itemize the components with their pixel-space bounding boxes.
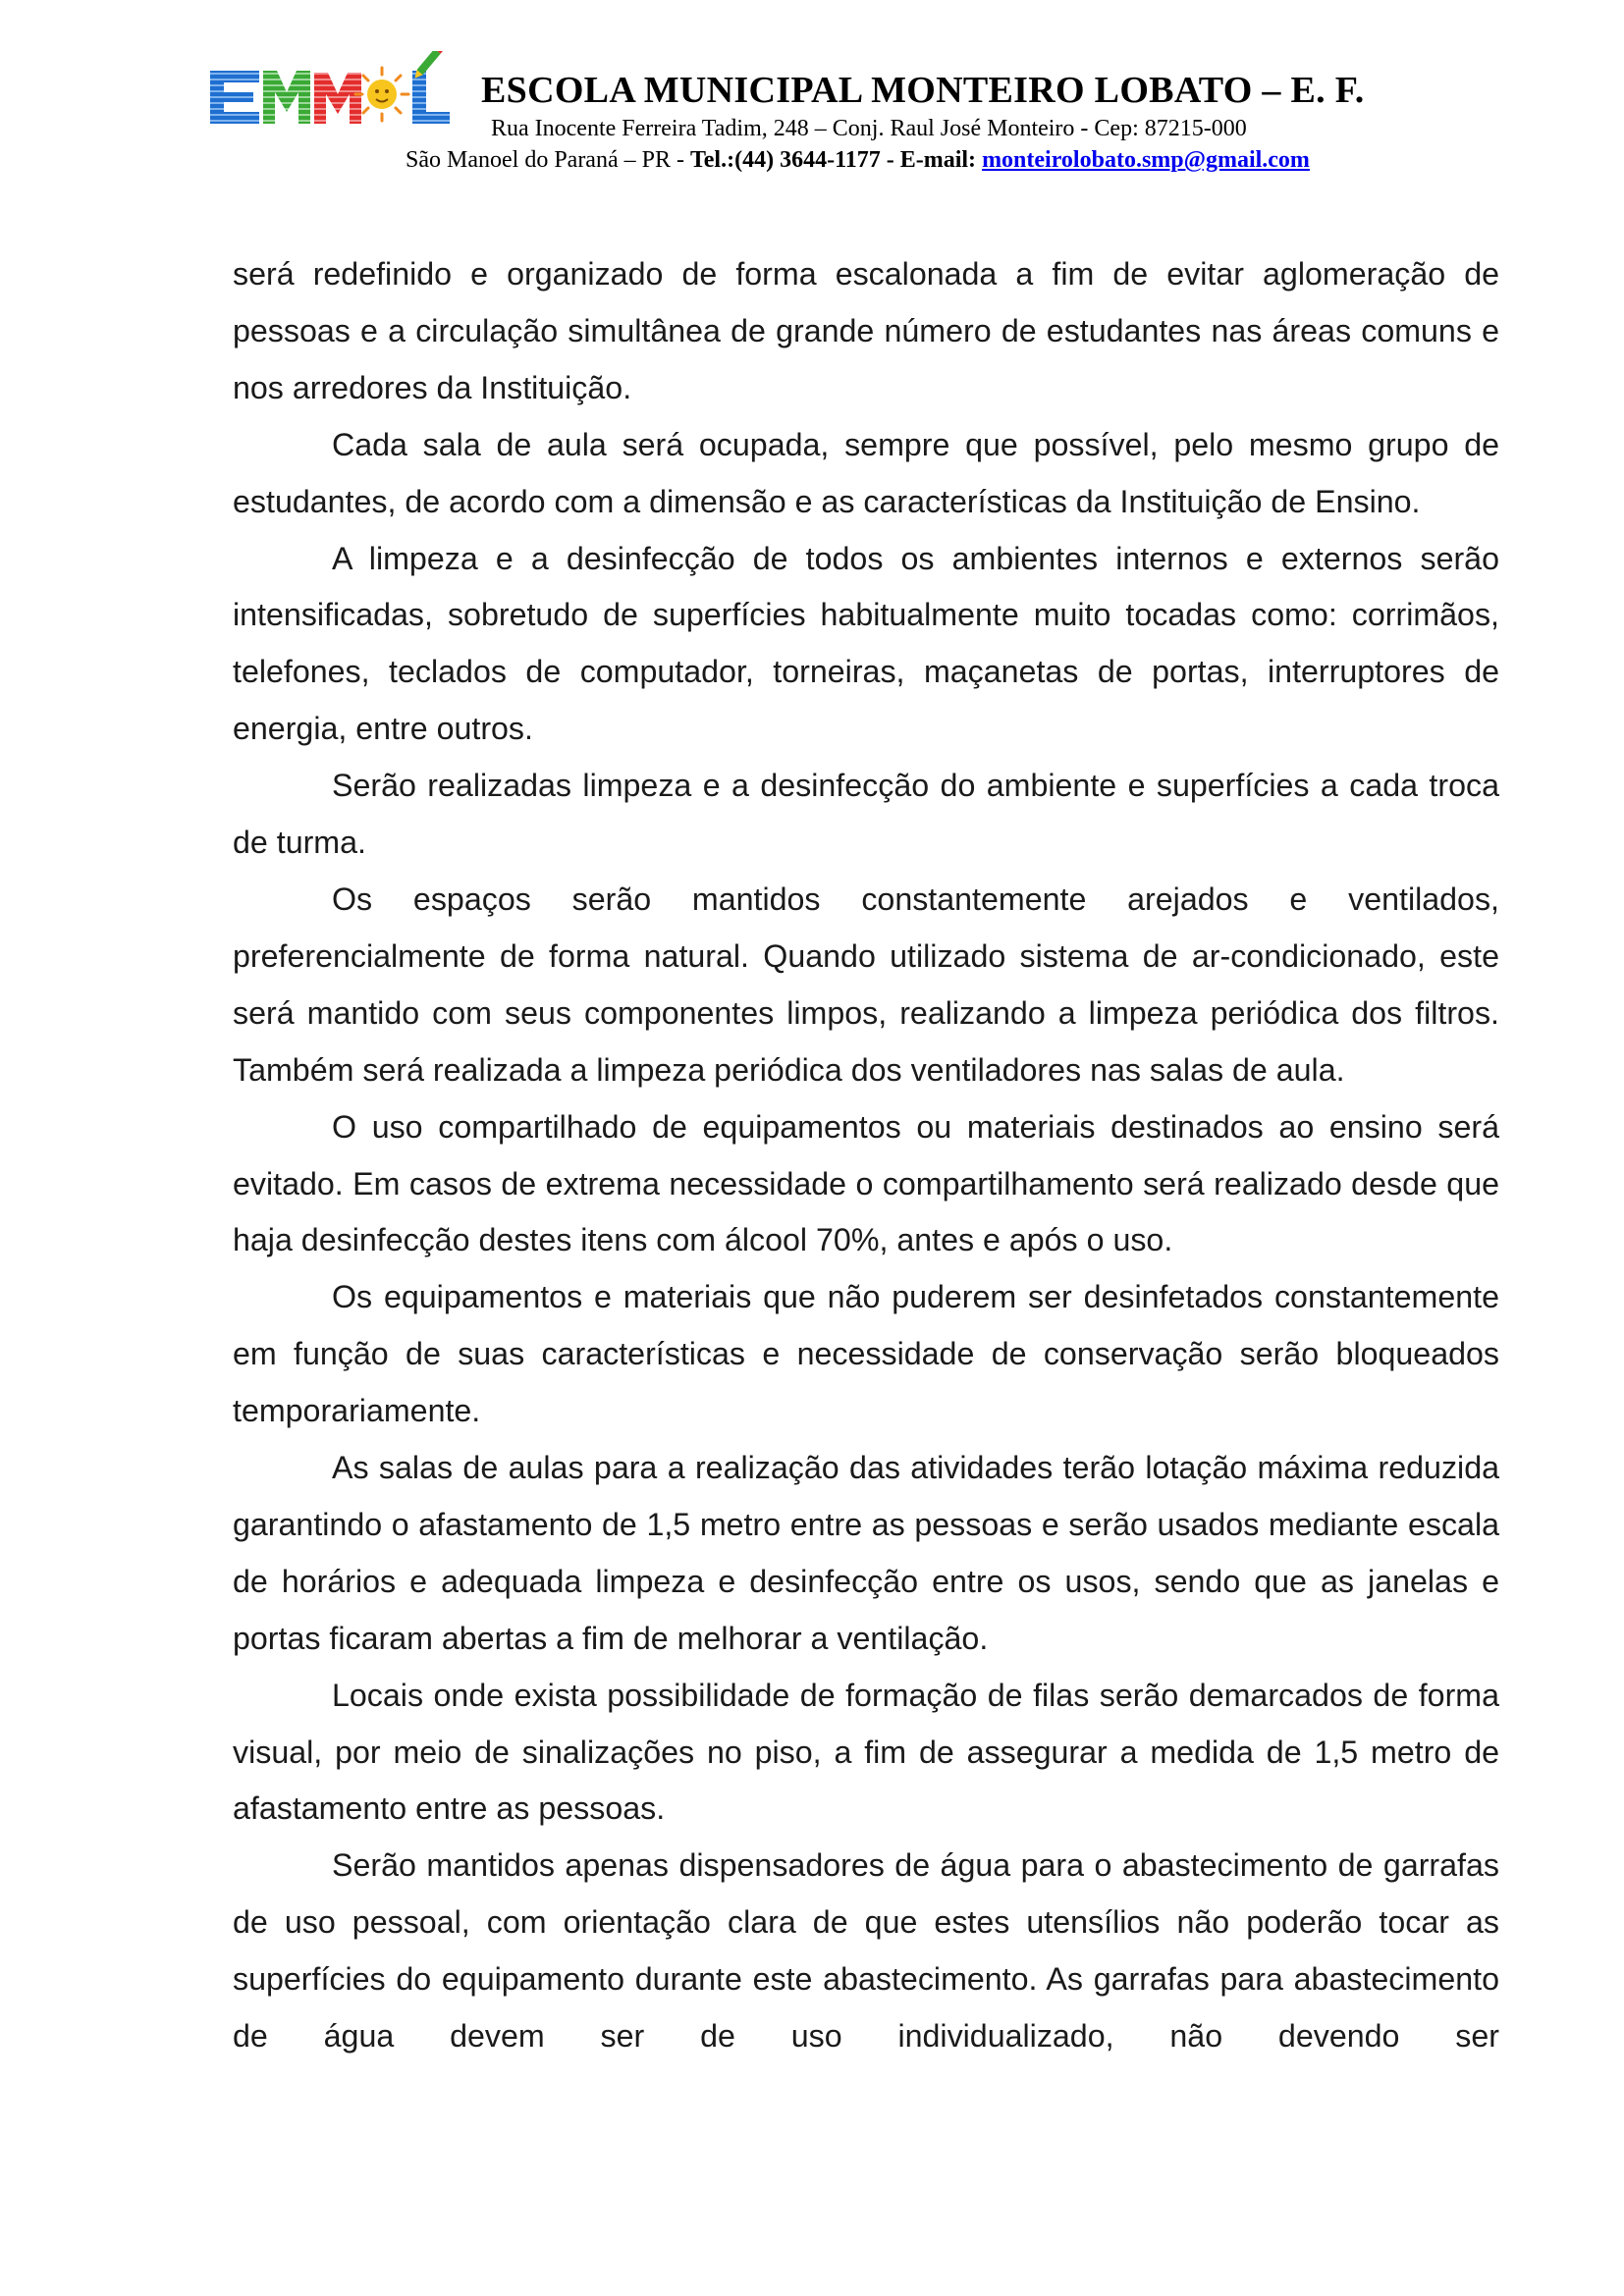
- school-name: ESCOLA MUNICIPAL MONTEIRO LOBATO – E. F.: [481, 70, 1365, 111]
- school-address: Rua Inocente Ferreira Tadim, 248 – Conj. Raul José Monteiro - Cep: 87215-000: [491, 116, 1247, 141]
- school-logo: [208, 51, 452, 139]
- city-text: São Manoel do Paraná – PR -: [406, 147, 690, 173]
- phone-text: Tel.:(44) 3644-1177 - E-mail:: [689, 147, 983, 173]
- paragraph: As salas de aulas para a realização das atividades terão lotação máxima reduzida garantindo o afastamento de 1,5 metro entre as pessoas e serão usados mediante escala de horários e adequada limpeza e desinfecção entre os usos, sendo que as janelas e portas ficaram abertas a fim de melhorar a ventilação.: [233, 1450, 1499, 1656]
- paragraph: será redefinido e organizado de forma escalonada a fim de evitar aglomeração de pessoas e a circulação simultânea de grande número de estudantes nas áreas comuns e nos arredores da Instituição.: [233, 256, 1499, 405]
- paragraph: Cada sala de aula será ocupada, sempre que possível, pelo mesmo grupo de estudantes, de acordo com a dimensão e as características da Instituição de Ensino.: [233, 426, 1499, 519]
- paragraph: Os espaços serão mantidos constantemente arejados e ventilados, preferencialmente de forma natural. Quando utilizado sistema de ar-condicionado, este será mantido com seus componentes limpos, realizando a limpeza periódica dos filtros. Também será realizada a limpeza periódica dos ventiladores nas salas de aula.: [233, 881, 1499, 1088]
- paragraph: Locais onde exista possibilidade de formação de filas serão demarcados de forma visual, por meio de sinalizações no piso, a fim de assegurar a medida de 1,5 metro de afastamento entre as pessoas.: [233, 1677, 1499, 1827]
- paragraph: Serão mantidos apenas dispensadores de água para o abastecimento de garrafas de uso pessoal, com orientação clara de que estes utensílios não poderão tocar as superfícies do equipamento durante este abastecimento. As garrafas para abastecimento de água devem ser de uso individualizado, não devendo ser: [233, 1847, 1499, 2055]
- contact-line: [406, 147, 1310, 174]
- document-body: [233, 246, 1499, 2065]
- paragraph: A limpeza e a desinfecção de todos os ambientes internos e externos serão intensificadas, sobretudo de superfícies habitualmente muito tocadas como: corrimãos, telefones, teclados de computador, torneiras, maçanetas de portas, interruptores de energia, entre outros.: [233, 540, 1499, 747]
- paragraph: Serão realizadas limpeza e a desinfecção do ambiente e superfícies a cada troca de turma.: [233, 768, 1499, 861]
- paragraph: Os equipamentos e materiais que não puderem ser desinfetados constantemente em função de suas características e necessidade de conservação serão bloqueados temporariamente.: [233, 1279, 1499, 1429]
- email-link[interactable]: monteirolobato.smp@gmail.com: [982, 147, 1310, 173]
- paragraph: O uso compartilhado de equipamentos ou materiais destinados ao ensino será evitado. Em casos de extrema necessidade o compartilhamento será realizado desde que haja desinfecção destes itens com álcool 70%, antes e após o uso.: [233, 1108, 1499, 1258]
